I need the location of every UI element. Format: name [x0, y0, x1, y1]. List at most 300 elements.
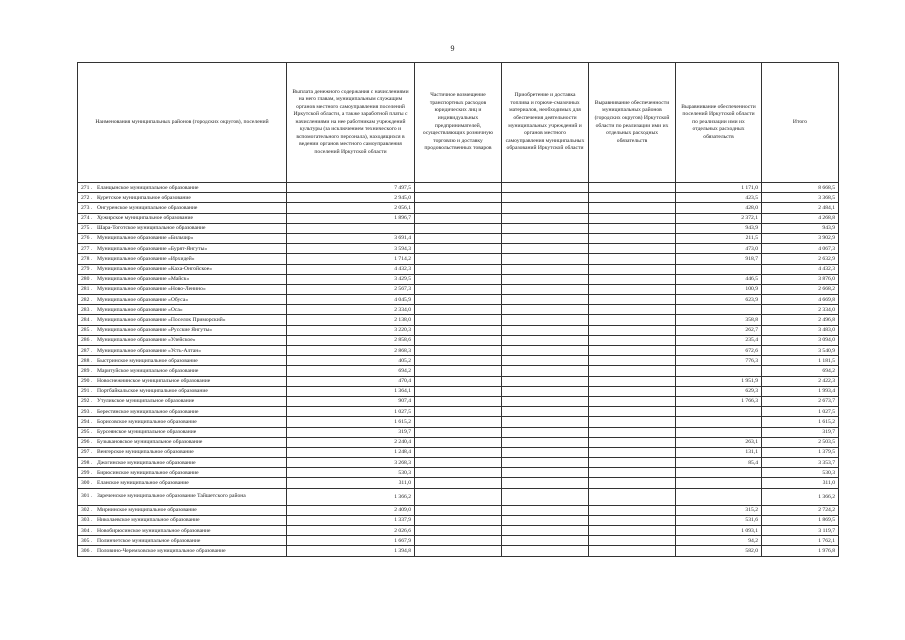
table-row — [78, 274, 839, 284]
row-total: 2 632,9 — [762, 254, 839, 264]
row-name: Муниципальное образование «Майск» — [97, 276, 190, 283]
row-value-c3 — [502, 458, 589, 468]
row-total: 1 379,5 — [762, 447, 839, 457]
row-value-c3 — [502, 478, 589, 488]
row-name: Муниципальное образование «Улейское» — [97, 337, 196, 344]
row-value-c3 — [502, 437, 589, 447]
row-value-c3 — [502, 546, 589, 556]
row-value-c2 — [415, 526, 502, 536]
row-value-c2 — [415, 468, 502, 478]
row-name: Венгерское муниципальное образование — [97, 449, 194, 456]
row-total: 311,0 — [762, 478, 839, 488]
table-row — [78, 203, 839, 213]
row-value-c5: 582,0 — [676, 546, 762, 556]
row-value-c3 — [502, 386, 589, 396]
row-value-c2 — [415, 335, 502, 345]
row-total: 3 902,9 — [762, 233, 839, 243]
row-total: 8 668,5 — [762, 183, 839, 193]
row-value-c3 — [502, 193, 589, 203]
row-number: 282 . — [81, 296, 93, 303]
row-name: Зареченское муниципальное образование Тайшетского района — [97, 492, 246, 499]
row-number: 278 . — [81, 255, 93, 262]
row-value-c2 — [415, 274, 502, 284]
table-row — [78, 223, 839, 233]
row-value-c1: 319,7 — [287, 427, 415, 437]
row-name-cell — [78, 488, 287, 505]
header-total: Итого — [762, 63, 839, 183]
row-value-c1: 405,2 — [287, 356, 415, 366]
row-value-c1: 311,0 — [287, 478, 415, 488]
row-value-c4 — [589, 254, 676, 264]
row-value-c1: 3 691,4 — [287, 233, 415, 243]
row-name: Берестянское муниципальное образование — [97, 408, 199, 415]
row-name: Муниципальное образование «Русские Янгуты» — [97, 327, 213, 334]
row-name-cell — [78, 376, 287, 386]
row-number: 298 . — [81, 459, 93, 466]
row-value-c4 — [589, 284, 676, 294]
header-name: Наименования муниципальных районов (городских округов), поселений — [78, 63, 287, 183]
row-name: Муниципальное образование «Поселок Приморский» — [97, 316, 226, 323]
row-value-c4 — [589, 356, 676, 366]
row-total: 694,2 — [762, 366, 839, 376]
row-value-c3 — [502, 233, 589, 243]
row-value-c2 — [415, 386, 502, 396]
row-value-c5 — [676, 417, 762, 427]
row-value-c1: 694,2 — [287, 366, 415, 376]
row-value-c5: 473,0 — [676, 244, 762, 254]
row-number: 274 . — [81, 215, 93, 222]
row-name-cell — [78, 427, 287, 437]
row-value-c2 — [415, 315, 502, 325]
row-total: 2 503,5 — [762, 437, 839, 447]
row-value-c4 — [589, 478, 676, 488]
row-value-c2 — [415, 213, 502, 223]
row-value-c5: 263,1 — [676, 437, 762, 447]
row-value-c5: 94,2 — [676, 536, 762, 546]
row-total: 1 366,2 — [762, 488, 839, 505]
header-fuel: Приобретение и доставка топлива и горюче-смазочных материалов, необходимых для обеспечения деятельности муниципальных учреждений и органов местного самоуправления муниципальных образований Иркутской области — [502, 63, 589, 183]
row-value-c1: 2 138,0 — [287, 315, 415, 325]
row-value-c5: 2 372,1 — [676, 213, 762, 223]
row-value-c1: 907,4 — [287, 396, 415, 406]
table-row — [78, 366, 839, 376]
row-value-c2 — [415, 458, 502, 468]
row-name-cell — [78, 505, 287, 515]
row-total: 2 668,2 — [762, 284, 839, 294]
row-name-cell — [78, 183, 287, 193]
row-value-c5: 623,9 — [676, 295, 762, 305]
row-number: 273 . — [81, 204, 93, 211]
row-name-cell — [78, 536, 287, 546]
table-row — [78, 396, 839, 406]
row-value-c4 — [589, 447, 676, 457]
row-value-c4 — [589, 505, 676, 515]
row-number: 290 . — [81, 378, 93, 385]
row-value-c2 — [415, 223, 502, 233]
row-value-c1: 2 056,1 — [287, 203, 415, 213]
row-value-c4 — [589, 515, 676, 525]
row-number: 297 . — [81, 449, 93, 456]
row-value-c1 — [287, 223, 415, 233]
row-value-c5 — [676, 427, 762, 437]
row-name-cell — [78, 417, 287, 427]
row-value-c2 — [415, 305, 502, 315]
row-name-cell — [78, 546, 287, 556]
row-value-c1: 2 240,4 — [287, 437, 415, 447]
header-salary: Выплата денежного содержания с начислениями на него главам, муниципальным служащим органов местного самоуправления поселений Иркутской области, а также заработной платы с начислениями на нее работникам учреждений культуры (за исключением технического и вспомогательного персонала), находящихся в ведении органов местного самоуправления поселений Иркутской области — [287, 63, 415, 183]
row-name-cell — [78, 366, 287, 376]
row-name-cell — [78, 346, 287, 356]
row-value-c2 — [415, 254, 502, 264]
row-value-c2 — [415, 447, 502, 457]
header-row — [78, 63, 839, 183]
row-number: 271 . — [81, 184, 93, 191]
row-value-c5: 85,4 — [676, 458, 762, 468]
row-number: 284 . — [81, 316, 93, 323]
row-total: 3 119,7 — [762, 526, 839, 536]
table-row — [78, 376, 839, 386]
row-value-c4 — [589, 233, 676, 243]
row-total: 2 334,0 — [762, 305, 839, 315]
row-value-c2 — [415, 183, 502, 193]
row-total: 3 483,0 — [762, 325, 839, 335]
row-total: 1 615,2 — [762, 417, 839, 427]
row-value-c3 — [502, 223, 589, 233]
row-total: 4 669,8 — [762, 295, 839, 305]
row-name: Маритуйское муниципальное образование — [97, 367, 199, 374]
row-name-cell — [78, 356, 287, 366]
row-value-c1: 1 027,5 — [287, 407, 415, 417]
table-row — [78, 386, 839, 396]
row-value-c5: 531,6 — [676, 515, 762, 525]
row-value-c4 — [589, 488, 676, 505]
row-value-c2 — [415, 193, 502, 203]
row-value-c5: 1 766,3 — [676, 396, 762, 406]
row-value-c2 — [415, 244, 502, 254]
row-number: 292 . — [81, 398, 93, 405]
row-number: 287 . — [81, 347, 93, 354]
row-value-c2 — [415, 376, 502, 386]
row-value-c3 — [502, 505, 589, 515]
row-total: 1 993,4 — [762, 386, 839, 396]
table-row — [78, 488, 839, 505]
row-number: 295 . — [81, 429, 93, 436]
row-value-c5 — [676, 366, 762, 376]
row-value-c3 — [502, 305, 589, 315]
table-row — [78, 183, 839, 193]
row-value-c1: 2 334,0 — [287, 305, 415, 315]
row-name: Еланцынское муниципальное образование — [97, 184, 199, 191]
row-value-c1: 1 364,1 — [287, 386, 415, 396]
budget-table — [77, 62, 839, 557]
row-value-c5: 358,8 — [676, 315, 762, 325]
row-value-c1: 1 896,7 — [287, 213, 415, 223]
row-value-c5 — [676, 468, 762, 478]
row-value-c3 — [502, 417, 589, 427]
table-row — [78, 478, 839, 488]
row-value-c2 — [415, 505, 502, 515]
row-value-c3 — [502, 335, 589, 345]
row-value-c3 — [502, 346, 589, 356]
row-value-c4 — [589, 315, 676, 325]
row-value-c4 — [589, 295, 676, 305]
row-value-c1: 2 858,6 — [287, 335, 415, 345]
row-total: 4 067,3 — [762, 244, 839, 254]
row-value-c1: 3 429,5 — [287, 274, 415, 284]
row-total: 1 181,5 — [762, 356, 839, 366]
row-value-c1: 4 432,3 — [287, 264, 415, 274]
row-name-cell — [78, 335, 287, 345]
table-row — [78, 536, 839, 546]
row-name: Муниципальное образование «Обуса» — [97, 296, 189, 303]
row-name: Хужирское муниципальное образование — [97, 215, 193, 222]
row-name: Николаевское муниципальное образование — [97, 517, 200, 524]
row-name: Джогинское муниципальное образование — [97, 459, 196, 466]
row-value-c3 — [502, 515, 589, 525]
row-value-c3 — [502, 284, 589, 294]
row-number: 304 . — [81, 527, 93, 534]
row-name-cell — [78, 223, 287, 233]
row-value-c4 — [589, 264, 676, 274]
row-value-c3 — [502, 264, 589, 274]
row-value-c4 — [589, 366, 676, 376]
row-value-c5: 428,0 — [676, 203, 762, 213]
row-value-c3 — [502, 488, 589, 505]
page-number: 9 — [450, 44, 455, 53]
row-total: 3 094,0 — [762, 335, 839, 345]
row-value-c3 — [502, 244, 589, 254]
row-value-c5: 235,4 — [676, 335, 762, 345]
row-value-c4 — [589, 223, 676, 233]
row-total: 2 496,8 — [762, 315, 839, 325]
row-name-cell — [78, 233, 287, 243]
row-name: Муниципальное образование «Усть-Алтан» — [97, 347, 202, 354]
row-value-c1: 7 497,5 — [287, 183, 415, 193]
row-name-cell — [78, 295, 287, 305]
row-value-c5: 423,5 — [676, 193, 762, 203]
row-value-c3 — [502, 376, 589, 386]
table-row — [78, 315, 839, 325]
row-name: Половино-Черемховское муниципальное образование — [97, 547, 226, 554]
row-total: 2 422,3 — [762, 376, 839, 386]
row-name-cell — [78, 244, 287, 254]
table-row — [78, 407, 839, 417]
row-total: 530,3 — [762, 468, 839, 478]
row-value-c4 — [589, 526, 676, 536]
header-settlement-equalization: Выравнивание обеспеченности поселений Иркутской области по реализации ими их отдельных расходных обязательств — [676, 63, 762, 183]
row-total: 1 976,8 — [762, 546, 839, 556]
row-value-c2 — [415, 325, 502, 335]
row-value-c3 — [502, 295, 589, 305]
row-name-cell — [78, 515, 287, 525]
row-name-cell — [78, 526, 287, 536]
row-value-c2 — [415, 284, 502, 294]
row-value-c2 — [415, 417, 502, 427]
row-total: 2 484,1 — [762, 203, 839, 213]
row-number: 275 . — [81, 225, 93, 232]
header-district-equalization: Выравнивание обеспеченности муниципальных районов (городских округов) Иркутской области по реализации ими их отдельных расходных обязательств — [589, 63, 676, 183]
row-value-c1: 3 220,3 — [287, 325, 415, 335]
row-name-cell — [78, 447, 287, 457]
table-row — [78, 515, 839, 525]
row-value-c2 — [415, 546, 502, 556]
row-value-c5: 1 171,0 — [676, 183, 762, 193]
row-value-c4 — [589, 458, 676, 468]
table-row — [78, 233, 839, 243]
row-name: Мирнинское муниципальное образование — [97, 507, 197, 514]
row-name: Полинчетское муниципальное образование — [97, 537, 201, 544]
row-value-c1: 1 248,4 — [287, 447, 415, 457]
table-row — [78, 244, 839, 254]
row-name-cell — [78, 254, 287, 264]
table-row — [78, 335, 839, 345]
row-value-c1: 2 868,3 — [287, 346, 415, 356]
row-value-c1: 1 714,2 — [287, 254, 415, 264]
row-value-c4 — [589, 417, 676, 427]
row-total: 3 368,5 — [762, 193, 839, 203]
row-number: 281 . — [81, 286, 93, 293]
row-value-c5: 1 093,1 — [676, 526, 762, 536]
row-value-c5 — [676, 264, 762, 274]
row-value-c5: 776,3 — [676, 356, 762, 366]
row-name-cell — [78, 305, 287, 315]
row-number: 276 . — [81, 235, 93, 242]
row-value-c4 — [589, 396, 676, 406]
row-value-c2 — [415, 427, 502, 437]
row-value-c2 — [415, 515, 502, 525]
row-value-c1: 4 045,9 — [287, 295, 415, 305]
row-name: Муниципальное образование «Ирхидей» — [97, 255, 195, 262]
row-name: Утуликское муниципальное образование — [97, 398, 195, 405]
row-value-c4 — [589, 325, 676, 335]
row-value-c2 — [415, 356, 502, 366]
row-value-c2 — [415, 233, 502, 243]
row-name: Онгуренское муниципальное образование — [97, 204, 198, 211]
row-value-c2 — [415, 203, 502, 213]
row-value-c4 — [589, 376, 676, 386]
row-number: 296 . — [81, 439, 93, 446]
row-value-c5: 315,2 — [676, 505, 762, 515]
row-number: 294 . — [81, 418, 93, 425]
table-row — [78, 325, 839, 335]
row-value-c3 — [502, 274, 589, 284]
row-total: 3 540,9 — [762, 346, 839, 356]
row-value-c2 — [415, 396, 502, 406]
row-name-cell — [78, 478, 287, 488]
row-name-cell — [78, 203, 287, 213]
row-name: Еланское муниципальное образование — [97, 479, 189, 486]
row-name: Муниципальное образование «Ново-Ленино» — [97, 286, 206, 293]
row-value-c1: 2 026,6 — [287, 526, 415, 536]
row-name: Новоснежнинское муниципальное образование — [97, 378, 211, 385]
row-name: Бурсеянское муниципальное образование — [97, 429, 197, 436]
table-row — [78, 213, 839, 223]
row-value-c5 — [676, 305, 762, 315]
row-total: 3 353,7 — [762, 458, 839, 468]
row-name: Быстринское муниципальное образование — [97, 357, 198, 364]
row-value-c1: 530,3 — [287, 468, 415, 478]
row-name-cell — [78, 407, 287, 417]
row-value-c4 — [589, 183, 676, 193]
row-value-c1: 1 337,9 — [287, 515, 415, 525]
row-value-c1: 1 615,2 — [287, 417, 415, 427]
row-number: 279 . — [81, 266, 93, 273]
row-value-c5: 918,7 — [676, 254, 762, 264]
row-number: 302 . — [81, 507, 93, 514]
row-number: 286 . — [81, 337, 93, 344]
row-name: Портбайкальское муниципальное образование — [97, 388, 208, 395]
row-name: Куретское муниципальное образование — [97, 194, 191, 201]
table-row — [78, 264, 839, 274]
table-row — [78, 437, 839, 447]
row-number: 288 . — [81, 357, 93, 364]
row-value-c3 — [502, 396, 589, 406]
row-name-cell — [78, 396, 287, 406]
row-value-c3 — [502, 315, 589, 325]
row-value-c3 — [502, 407, 589, 417]
row-total: 1 027,5 — [762, 407, 839, 417]
row-value-c5 — [676, 488, 762, 505]
row-number: 291 . — [81, 388, 93, 395]
row-value-c4 — [589, 407, 676, 417]
row-number: 289 . — [81, 367, 93, 374]
table-row — [78, 546, 839, 556]
row-value-c4 — [589, 346, 676, 356]
row-total: 2 724,2 — [762, 505, 839, 515]
row-name: Муниципальное образование «Бильчир» — [97, 235, 194, 242]
row-value-c5 — [676, 478, 762, 488]
row-number: 306 . — [81, 547, 93, 554]
table-row — [78, 505, 839, 515]
row-number: 277 . — [81, 245, 93, 252]
row-total: 1 869,5 — [762, 515, 839, 525]
header-transport: Частичное возмещение транспортных расходов юридических лиц и индивидуальных предпринимателей, осуществляющих розничную торговлю и доставку продовольственных товаров — [415, 63, 502, 183]
row-name: Муниципальное образование «Бурят-Янгуты» — [97, 245, 208, 252]
row-value-c1: 2 409,0 — [287, 505, 415, 515]
table-row — [78, 305, 839, 315]
table-row — [78, 193, 839, 203]
row-total: 319,7 — [762, 427, 839, 437]
row-value-c3 — [502, 203, 589, 213]
row-name-cell — [78, 468, 287, 478]
row-value-c4 — [589, 213, 676, 223]
table-row — [78, 254, 839, 264]
row-name: Муниципальное образование «Оса» — [97, 306, 183, 313]
row-value-c1: 470,4 — [287, 376, 415, 386]
row-value-c3 — [502, 356, 589, 366]
row-value-c4 — [589, 244, 676, 254]
row-value-c5: 262,7 — [676, 325, 762, 335]
row-name-cell — [78, 213, 287, 223]
row-name-cell — [78, 315, 287, 325]
table-row — [78, 458, 839, 468]
row-value-c3 — [502, 447, 589, 457]
row-number: 305 . — [81, 537, 93, 544]
row-name-cell — [78, 386, 287, 396]
row-value-c3 — [502, 183, 589, 193]
row-value-c3 — [502, 427, 589, 437]
row-value-c5: 1 951,9 — [676, 376, 762, 386]
row-value-c5 — [676, 407, 762, 417]
row-number: 293 . — [81, 408, 93, 415]
row-value-c1: 2 945,0 — [287, 193, 415, 203]
row-number: 272 . — [81, 194, 93, 201]
row-total: 1 762,1 — [762, 536, 839, 546]
table-row — [78, 447, 839, 457]
row-value-c2 — [415, 295, 502, 305]
row-value-c1: 2 567,3 — [287, 284, 415, 294]
row-name-cell — [78, 325, 287, 335]
